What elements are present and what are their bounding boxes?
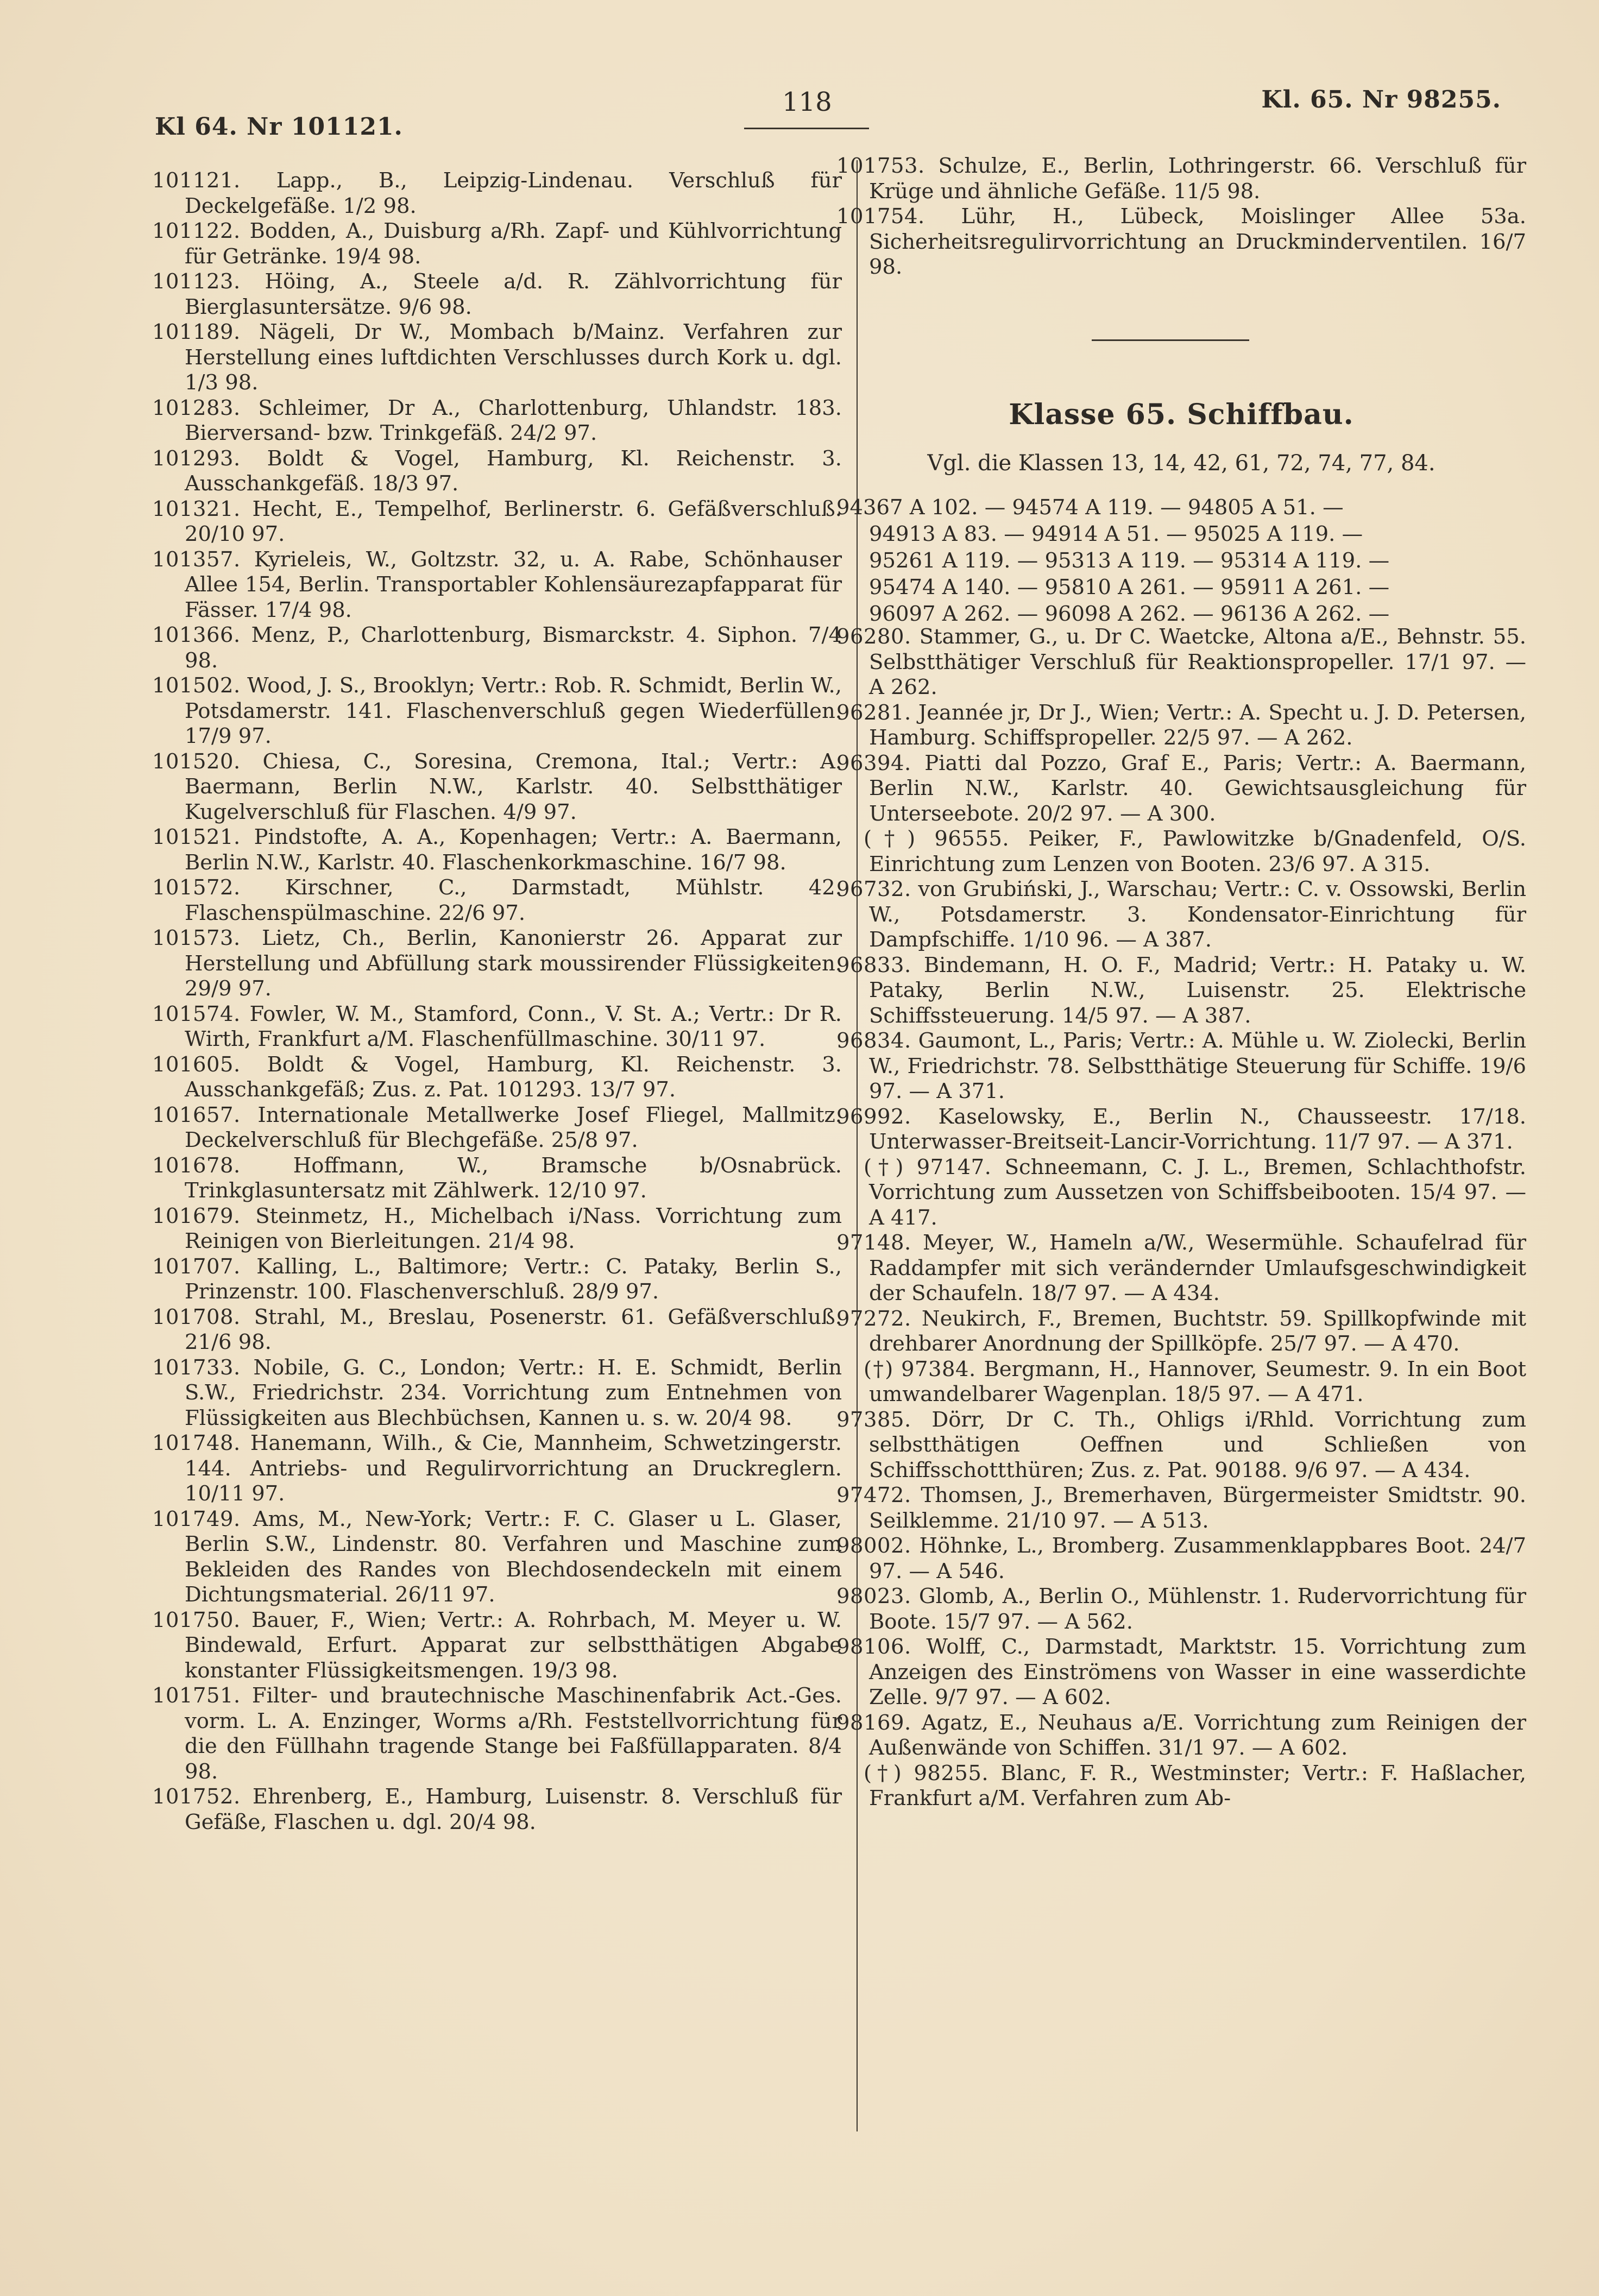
- patent-number: 101605.: [152, 1052, 241, 1077]
- patent-number: 96992.: [836, 1104, 911, 1129]
- patent-entry: [836, 1534, 1526, 1584]
- patent-text: Strahl, M., Breslau, Posenerstr. 61. Gefäßverschluß. 21/6 98.: [185, 1304, 842, 1354]
- patent-entry: [152, 1683, 842, 1784]
- patent-entry: [152, 875, 842, 926]
- patent-number: 101678.: [152, 1153, 241, 1178]
- patent-entry: [836, 1761, 1526, 1812]
- patent-text: Schneemann, C. J. L., Bremen, Schlachthofstr. Vorrichtung zum Aussetzen von Schiffsbeibooten. 15/4 97. — A 417.: [869, 1155, 1526, 1230]
- patent-number: 101573.: [152, 926, 241, 950]
- patent-text: Steinmetz, H., Michelbach i/Nass. Vorrichtung zum Reinigen von Bierleitungen. 21/4 98.: [185, 1203, 842, 1253]
- patent-number: 101733.: [152, 1355, 241, 1380]
- patent-number: 101366.: [152, 623, 241, 647]
- patent-entry: [836, 1483, 1526, 1534]
- patent-entry: [836, 1635, 1526, 1711]
- patent-text: Höhnke, L., Bromberg. Zusammenklappbares Boot. 24/7 97. — A 546.: [869, 1534, 1526, 1584]
- patent-entry: [836, 953, 1526, 1029]
- section-divider: [1092, 339, 1249, 341]
- patent-number: 101121.: [152, 168, 241, 193]
- patent-number: 96280.: [836, 625, 911, 649]
- patent-number: 101748.: [152, 1431, 241, 1455]
- patent-entry: [152, 1608, 842, 1684]
- patent-number: 101750.: [152, 1607, 241, 1632]
- patent-entry: [152, 446, 842, 497]
- patent-text: Hanemann, Wilh., & Cie, Mannheim, Schwetzingerstr. 144. Antriebs- und Regulirvorrichtung an Druckreglern. 10/11 97.: [185, 1431, 842, 1506]
- patent-text: Lietz, Ch., Berlin, Kanonierstr 26. Apparat zur Herstellung und Abfüllung stark moussirender Flüssigkeiten. 29/9 97.: [185, 926, 842, 1001]
- patent-text: Kirschner, C., Darmstadt, Mühlstr. 42. Flaschenspülmaschine. 22/6 97.: [185, 875, 842, 925]
- patent-text: Hoffmann, W., Bramsche b/Osnabrück. Trinkglasuntersatz mit Zählwerk. 12/10 97.: [185, 1153, 842, 1203]
- patent-number: 96732.: [836, 877, 911, 901]
- patent-text: Nobile, G. C., London; Vertr.: H. E. Schmidt, Berlin S.W., Friedrichstr. 234. Vorrichtung zum Entnehmen von Flüssigkeiten aus Blechbüchsen, Kannen u. s. w. 20/4 98.: [185, 1355, 842, 1430]
- patent-number: 98255.: [914, 1761, 989, 1786]
- patent-text: Nägeli, Dr W., Mombach b/Mainz. Verfahren zur Herstellung eines luftdichten Verschlusses durch Kork u. dgl. 1/3 98.: [185, 320, 842, 395]
- patent-entry: [836, 1584, 1526, 1635]
- patent-entry: [836, 1105, 1526, 1155]
- patent-entry: [152, 168, 842, 219]
- patent-text: Wood, J. S., Brooklyn; Vertr.: Rob. R. Schmidt, Berlin W., Potsdamerstr. 141. Flaschenverschluß gegen Wiederfüllen. 17/9 97.: [185, 673, 842, 748]
- patent-entry: [152, 749, 842, 825]
- patent-text: Menz, P., Charlottenburg, Bismarckstr. 4. Siphon. 7/4 98.: [185, 623, 842, 673]
- patent-number: 98106.: [836, 1635, 911, 1659]
- patent-number: 101283.: [152, 395, 241, 420]
- patent-number: 101657.: [152, 1102, 241, 1127]
- patent-number: 98169.: [836, 1710, 911, 1735]
- patent-number: 101189.: [152, 320, 241, 344]
- patent-number: 97385.: [836, 1407, 911, 1432]
- patent-text: Boldt & Vogel, Hamburg, Kl. Reichenstr. 3. Ausschankgefäß; Zus. z. Pat. 101293. 13/7 97.: [185, 1052, 842, 1102]
- reference-line: 94913 A 83. — 94914 A 51. — 95025 A 119. —: [869, 522, 1363, 546]
- patent-number: 101502.: [152, 673, 241, 698]
- patent-entry: [152, 1305, 842, 1355]
- reference-line: 96097 A 262. — 96098 A 262. — 96136 A 262. —: [869, 602, 1390, 626]
- patent-entry: [836, 1408, 1526, 1484]
- patent-number: 101752.: [152, 1784, 241, 1809]
- patent-entry: [152, 1431, 842, 1507]
- patent-entry: [152, 547, 842, 623]
- patent-number: 96833.: [836, 953, 911, 977]
- patent-number: 101751.: [152, 1683, 241, 1708]
- patent-number: 101357.: [152, 547, 241, 572]
- patent-number: 101122.: [152, 219, 241, 243]
- section-title: Klasse 65. Schiffbau.: [1009, 398, 1354, 431]
- patent-entry: [152, 1103, 842, 1153]
- patent-entry: [152, 1204, 842, 1254]
- patent-text: von Grubiński, J., Warschau; Vertr.: C. v. Ossowski, Berlin W., Potsdamerstr. 3. Kondensator-Einrichtung für Dampfschiffe. 1/10 96. — A 387.: [869, 877, 1527, 952]
- patent-number: 101574.: [152, 1001, 241, 1026]
- patent-text: Agatz, E., Neuhaus a/E. Vorrichtung zum Reinigen der Außenwände von Schiffen. 31/1 97. — A 602.: [869, 1710, 1526, 1760]
- patent-number: 97272.: [836, 1306, 911, 1331]
- patent-entry: [152, 1355, 842, 1431]
- dagger-mark: (†): [864, 1155, 904, 1179]
- dagger-mark: (†): [864, 1357, 893, 1382]
- patent-entry: [152, 673, 842, 749]
- right-column-entries: [836, 625, 1526, 1812]
- page-number: 118: [782, 87, 832, 117]
- patent-text: Ams, M., New-York; Vertr.: F. C. Glaser u L. Glaser, Berlin S.W., Lindenstr. 80. Verfahren und Maschine zum Bekleiden des Randes von Blechdosendeckeln mit einem Dichtungsmaterial. 26/11 97.: [185, 1506, 842, 1607]
- running-header-right: Kl. 65. Nr 98255.: [1261, 86, 1501, 113]
- page-number-rule: [744, 128, 869, 129]
- patent-entry: [152, 497, 842, 547]
- patent-entry: [836, 751, 1526, 827]
- running-header-left: Kl 64. Nr 101121.: [155, 113, 403, 141]
- patent-number: 101679.: [152, 1203, 241, 1228]
- patent-text: Dörr, Dr C. Th., Ohligs i/Rhld. Vorrichtung zum selbstthätigen Oeffnen und Schließen von Schiffsschottthüren; Zus. z. Pat. 90188. 9/6 97. — A 434.: [869, 1407, 1526, 1483]
- patent-text: Schleimer, Dr A., Charlottenburg, Uhlandstr. 183. Bierversand- bzw. Trinkgefäß. 24/2 97.: [185, 395, 842, 445]
- patent-entry: [152, 320, 842, 396]
- dagger-mark: (†): [864, 827, 916, 851]
- patent-number: 98023.: [836, 1584, 911, 1609]
- patent-text: Bergmann, H., Hannover, Seumestr. 9. In ein Boot umwandelbarer Wagenplan. 18/5 97. — A 471.: [869, 1357, 1526, 1406]
- patent-entry: [836, 204, 1526, 280]
- patent-number: 101123.: [152, 269, 241, 294]
- patent-number: 101321.: [152, 496, 241, 521]
- patent-number: 96555.: [934, 827, 1010, 851]
- patent-entry: [152, 396, 842, 446]
- patent-entry: [836, 1155, 1526, 1231]
- patent-text: Internationale Metallwerke Josef Fliegel, Mallmitz. Deckelverschluß für Blechgefäße. 25/8 97.: [185, 1102, 842, 1152]
- patent-number: 101521.: [152, 825, 241, 849]
- reference-line: 95474 A 140. — 95810 A 261. — 95911 A 261. —: [869, 575, 1390, 600]
- patent-text: Höing, A., Steele a/d. R. Zählvorrichtung für Bierglasuntersätze. 9/6 98.: [185, 269, 842, 319]
- patent-text: Lühr, H., Lübeck, Moislinger Allee 53a. Sicherheitsregulirvorrichtung an Druckminderventilen. 16/7 98.: [869, 204, 1526, 279]
- patent-text: Boldt & Vogel, Hamburg, Kl. Reichenstr. 3. Ausschankgefäß. 18/3 97.: [185, 446, 842, 496]
- patent-entry: [836, 827, 1526, 877]
- patent-entry: [836, 154, 1526, 204]
- patent-number: 96394.: [836, 750, 911, 775]
- patent-number: 101753.: [836, 154, 925, 178]
- patent-number: 98002.: [836, 1534, 911, 1558]
- patent-number: 101707.: [152, 1254, 241, 1279]
- section-crossref: Vgl. die Klassen 13, 14, 42, 61, 72, 74, 77, 84.: [927, 451, 1436, 476]
- patent-entry: [152, 825, 842, 875]
- patent-text: Gaumont, L., Paris; Vertr.: A. Mühle u. W. Ziolecki, Berlin W., Friedrichstr. 78. Selbstthätige Steuerung für Schiffe. 19/6 97. — A 371.: [869, 1029, 1526, 1103]
- patent-number: 97472.: [836, 1483, 911, 1507]
- patent-number: 96281.: [836, 700, 911, 725]
- patent-entry: [152, 1507, 842, 1608]
- patent-number: 96834.: [836, 1029, 911, 1053]
- patent-text: Kyrieleis, W., Goltzstr. 32, u. A. Rabe, Schönhauser Allee 154, Berlin. Transportabler Kohlensäurezapfapparat für Fässer. 17/4 98.: [185, 547, 842, 622]
- patent-text: Jeannée jr, Dr J., Wien; Vertr.: A. Specht u. J. D. Petersen, Hamburg. Schiffspropeller. 22/5 97. — A 262.: [869, 700, 1526, 750]
- patent-entry: [836, 625, 1526, 701]
- patent-entry: [836, 1711, 1526, 1761]
- patent-text: Kalling, L., Baltimore; Vertr.: C. Pataky, Berlin S., Prinzenstr. 100. Flaschenverschluß. 28/9 97.: [185, 1254, 842, 1304]
- patent-number: 101293.: [152, 446, 241, 471]
- patent-text: Pindstofte, A. A., Kopenhagen; Vertr.: A. Baermann, Berlin N.W., Karlstr. 40. Flaschenkorkmaschine. 16/7 98.: [185, 825, 842, 875]
- dagger-mark: (†): [864, 1761, 902, 1786]
- patent-entry: [152, 623, 842, 673]
- patent-number: 101754.: [836, 204, 925, 229]
- patent-number: 97147.: [916, 1155, 992, 1179]
- patent-text: Filter- und brautechnische Maschinenfabrik Act.-Ges. vorm. L. A. Enzinger, Worms a/Rh. Feststellvorrichtung für die den Füllhahn tragende Stange bei Faßfüllapparaten. 8/4 98.: [185, 1683, 842, 1784]
- patent-text: Bauer, F., Wien; Vertr.: A. Rohrbach, M. Meyer u. W. Bindewald, Erfurt. Apparat zur selbstthätigen Abgabe konstanter Flüssigkeitsmengen. 19/3 98.: [185, 1607, 842, 1683]
- patent-text: Bindemann, H. O. F., Madrid; Vertr.: H. Pataky u. W. Pataky, Berlin N.W., Luisenstr. 25. Elektrische Schiffssteuerung. 14/5 97. — A 387.: [869, 953, 1526, 1028]
- patent-entry: [836, 1029, 1526, 1105]
- patent-entry: [152, 1254, 842, 1305]
- patent-number: 101708.: [152, 1304, 241, 1329]
- patent-text: Blanc, F. R., Westminster; Vertr.: F. Haßlacher, Frankfurt a/M. Verfahren zum Ab-: [869, 1761, 1526, 1811]
- patent-text: Neukirch, F., Bremen, Buchtstr. 59. Spillkopfwinde mit drehbarer Anordnung der Spillköpfe. 25/7 97. — A 470.: [869, 1306, 1526, 1356]
- patent-entry: [836, 1307, 1526, 1357]
- patent-number: 101572.: [152, 875, 241, 900]
- patent-number: 101520.: [152, 749, 241, 774]
- patent-text: Bodden, A., Duisburg a/Rh. Zapf- und Kühlvorrichtung für Getränke. 19/4 98.: [185, 219, 842, 269]
- patent-text: Meyer, W., Hameln a/W., Wesermühle. Schaufelrad für Raddampfer mit sich verändernder Umlaufsgeschwindigkeit der Schaufeln. 18/7 97. — A 434.: [869, 1231, 1526, 1305]
- patent-entry: [152, 1052, 842, 1103]
- patent-number: 97384.: [901, 1357, 976, 1382]
- patent-entry: [836, 701, 1526, 751]
- right-column-top: [836, 154, 1526, 280]
- patent-text: Glomb, A., Berlin O., Mühlenstr. 1. Rudervorrichtung für Boote. 15/7 97. — A 562.: [869, 1584, 1526, 1634]
- patent-text: Kaselowsky, E., Berlin N., Chausseestr. 17/18. Unterwasser-Breitseit-Lancir-Vorrichtung. 11/7 97. — A 371.: [869, 1104, 1526, 1154]
- patent-text: Stammer, G., u. Dr C. Waetcke, Altona a/E., Behnstr. 55. Selbstthätiger Verschluß für Reaktionspropeller. 17/1 97. — A 262.: [869, 625, 1526, 699]
- reference-line: 94367 A 102. — 94574 A 119. — 94805 A 51. —: [836, 495, 1344, 520]
- patent-text: Thomsen, J., Bremerhaven, Bürgermeister Smidtstr. 90. Seilklemme. 21/10 97. — A 513.: [869, 1483, 1526, 1533]
- patent-entry: [152, 926, 842, 1002]
- patent-number: 101749.: [152, 1506, 241, 1531]
- patent-entry: [836, 877, 1526, 953]
- patent-text: Wolff, C., Darmstadt, Marktstr. 15. Vorrichtung zum Anzeigen des Einströmens von Wasser in eine wasserdichte Zelle. 9/7 97. — A 602.: [869, 1635, 1526, 1710]
- reference-line: 95261 A 119. — 95313 A 119. — 95314 A 119. —: [869, 548, 1390, 573]
- patent-entry: [152, 1153, 842, 1204]
- patent-text: Chiesa, C., Soresina, Cremona, Ital.; Vertr.: A. Baermann, Berlin N.W., Karlstr. 40. Selbstthätiger Kugelverschluß für Flaschen. 4/9 97.: [185, 749, 842, 824]
- patent-entry: [152, 269, 842, 320]
- patent-entry: [152, 219, 842, 269]
- left-column: [152, 168, 842, 1835]
- patent-text: Lapp., B., Leipzig-Lindenau. Verschluß für Deckelgefäße. 1/2 98.: [185, 168, 842, 218]
- patent-entry: [836, 1231, 1526, 1307]
- patent-text: Schulze, E., Berlin, Lothringerstr. 66. Verschluß für Krüge und ähnliche Gefäße. 11/5 98.: [869, 154, 1526, 204]
- patent-text: Ehrenberg, E., Hamburg, Luisenstr. 8. Verschluß für Gefäße, Flaschen u. dgl. 20/4 98.: [185, 1784, 842, 1834]
- patent-text: Peiker, F., Pawlowitzke b/Gnadenfeld, O/S. Einrichtung zum Lenzen von Booten. 23/6 97. A 315.: [869, 827, 1526, 876]
- patent-entry: [152, 1784, 842, 1835]
- patent-text: Hecht, E., Tempelhof, Berlinerstr. 6. Gefäßverschluß. 20/10 97.: [185, 496, 842, 546]
- patent-entry: [152, 1002, 842, 1052]
- patent-number: 97148.: [836, 1231, 911, 1255]
- patent-text: Piatti dal Pozzo, Graf E., Paris; Vertr.: A. Baermann, Berlin N.W., Karlstr. 40. Gewichtsausgleichung für Unterseebote. 20/2 97. — A 300.: [869, 750, 1526, 826]
- patent-text: Fowler, W. M., Stamford, Conn., V. St. A.; Vertr.: Dr R. Wirth, Frankfurt a/M. Flaschenfüllmaschine. 30/11 97.: [185, 1001, 842, 1051]
- reference-list: [836, 494, 1526, 627]
- patent-entry: [836, 1357, 1526, 1408]
